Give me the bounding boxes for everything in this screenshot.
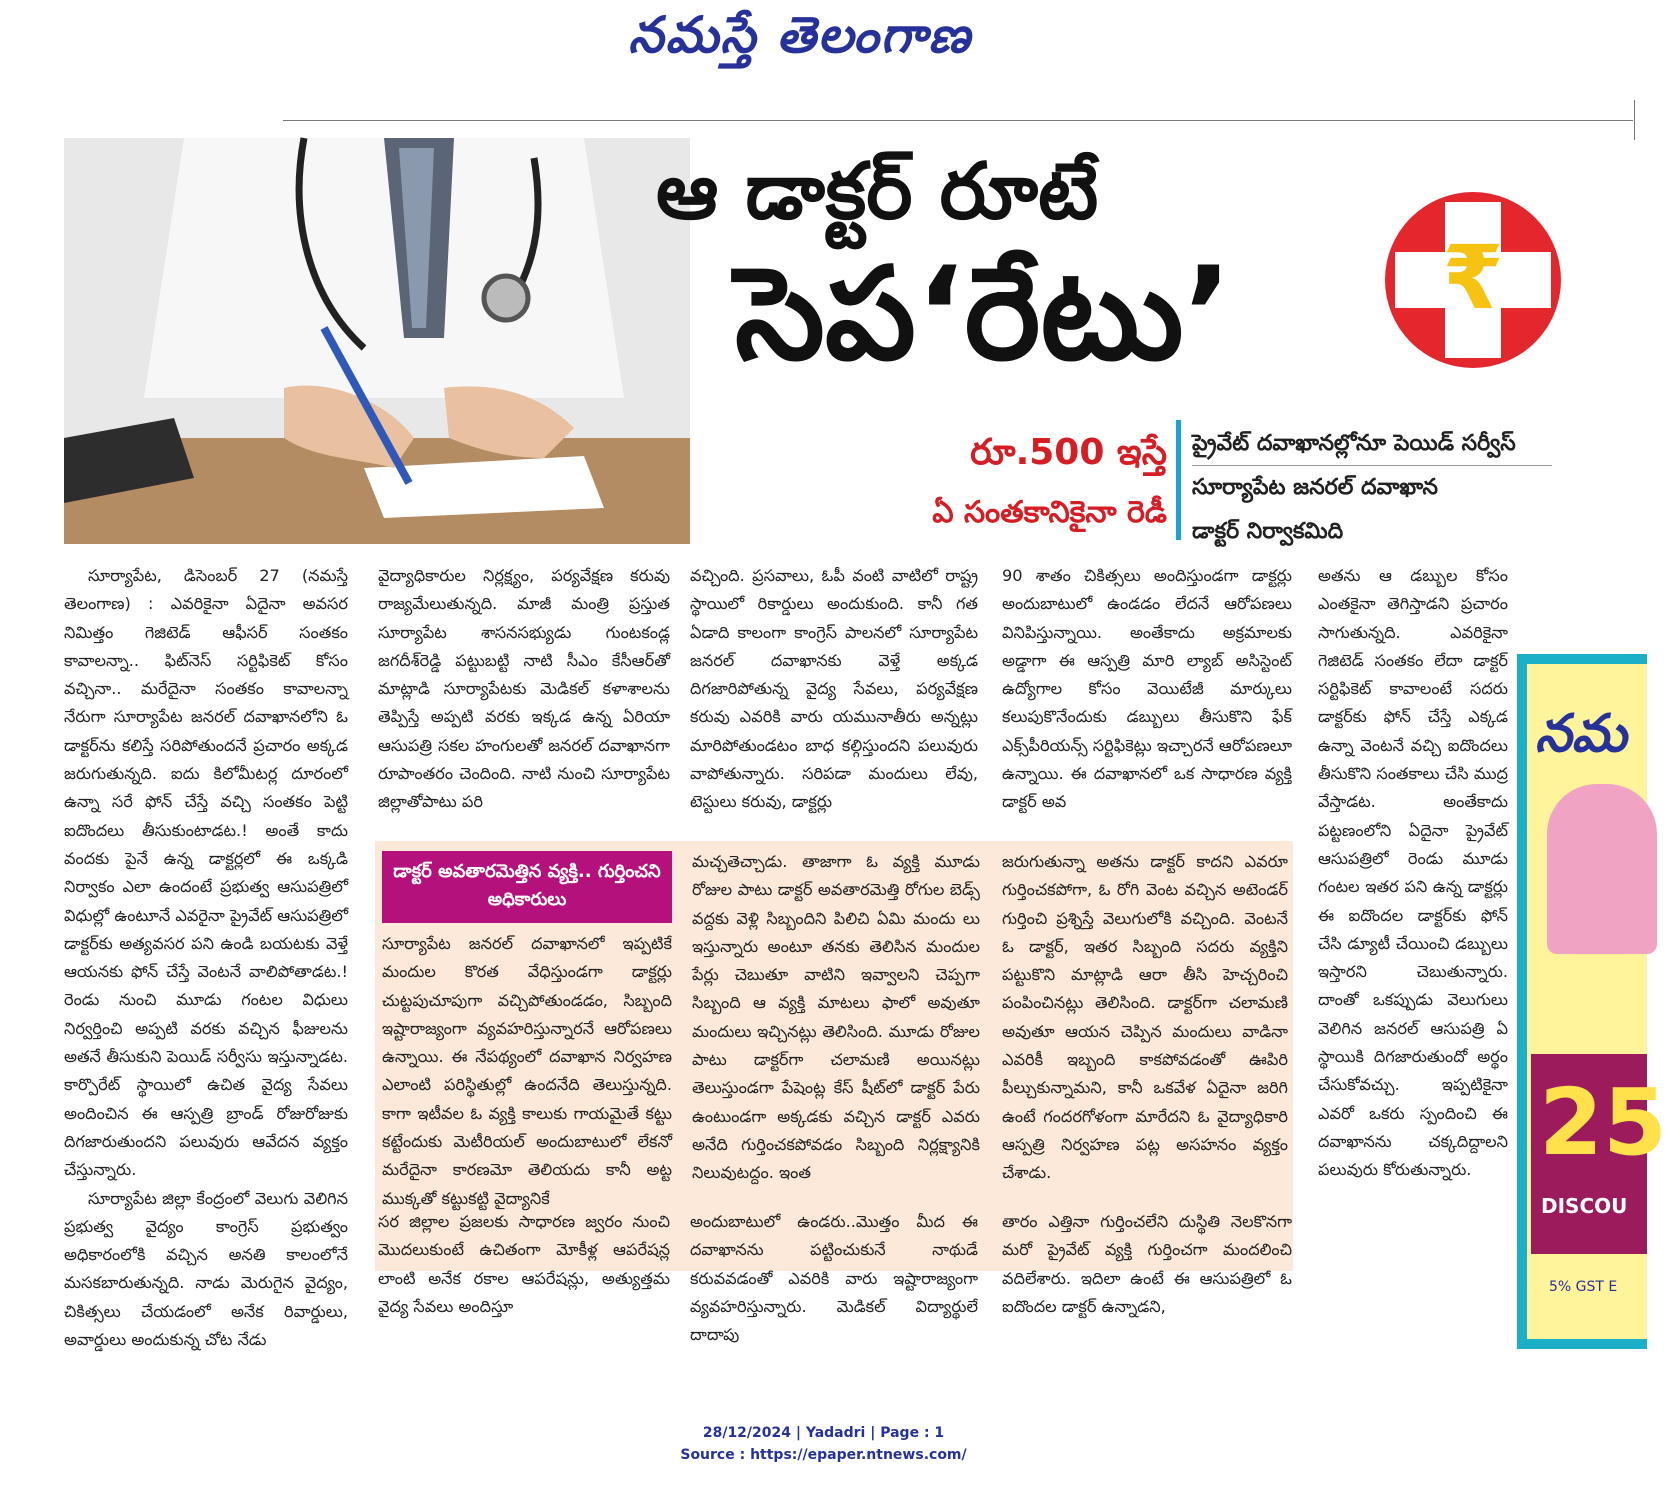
article-column-4-bottom: తారం ఎత్తినా గుర్తించలేని దుస్థితి నెలకొనగా మరో ప్రైవేట్ వ్యక్తి గుర్తించగా మందలించి వదిలేశారు. ఇదిలా ఉంటే ఈ ఆసుపత్రిలో ఓ ఐదొందల డాక్టర్ ఉన్నాడని, bbox=[1002, 1212, 1292, 1316]
article-column-2-bottom: సర జిల్లాల ప్రజలకు సాధారణ జ్వరం నుంచి మొదలుకుంటే ఉచితంగా మోకీళ్ల ఆపరేషన్ల లాంటి అనేక రకాల ఆపరేషన్లు, అత్యుత్తమ వైద్య సేవలు అందిస్తూ bbox=[378, 1212, 670, 1316]
rupee-cross-icon bbox=[1383, 190, 1563, 370]
header-rule-end bbox=[1634, 100, 1635, 140]
article-column-5: అతను ఆ డబ్బుల కోసం ఎంతకైనా తెగిస్తాడని ప్రచారం సాగుతున్నది. ఎవరికైనా గెజిటెడ్ సంతకం లేదా డాక్టర్ సర్టిఫికెట్ కావాలంటే సదరు డాక్టర్‌కు ఫోన్ చేస్తే ఎక్కడ ఉన్నా వెంటనే వచ్చి ఐదొందలు తీసుకొని సంతకాలు చేసి ముద్ర వేస్తాడట. అంతేకాదు పట్టణంలోని ఏదైనా ప్రైవేట్ ఆసుపత్రిలో రెండు మూడు గంటల ఇతర పని ఉన్న డాక్టర్లు ఈ ఐదొందల డాక్టర్‌కు ఫోన్ చేసి డ్యూటీ చేయించి డబ్బులు ఇస్తారని చెబుతున్నారు. దాంతో ఒకప్పుడు వెలుగులు వెలిగిన జనరల్ ఆసుపత్రి ఏ స్థాయికి దిగజారుతుందో అర్థం చేసుకోవచ్చు. ఇప్పటికైనా ఎవరో ఒకరు స్పందించి ఈ దవాఖానను చక్కదిద్దాలని పలువురు కోరుతున్నారు. bbox=[1318, 566, 1508, 1180]
article-column-1 bbox=[64, 562, 348, 1350]
subhead-point-3: డాక్టర్ నిర్వాకమిది bbox=[1192, 519, 1344, 544]
headline-line-2: సెప‘రేటు’ bbox=[735, 240, 1233, 389]
sidebar-title: డాక్టర్ అవతారమెత్తిన వ్యక్తి.. గుర్తించని అధికారులు bbox=[382, 851, 672, 923]
subhead-ready: ఏ సంతకానికైనా రెడీ bbox=[932, 495, 1167, 530]
ad-person-figure bbox=[1547, 784, 1657, 954]
subhead-point-2: సూర్యాపేట జనరల్ దవాఖాన bbox=[1192, 475, 1438, 500]
subhead-price: రూ.500 ఇస్తే bbox=[970, 432, 1167, 473]
ad-panel bbox=[1527, 664, 1667, 1339]
header-rule bbox=[283, 120, 1633, 121]
sidebar-column-1: సూర్యాపేట జనరల్ దవాఖానలో ఇప్పటికే మందుల కొరత వేధిస్తుండగా డాక్టర్లు చుట్టపుచూపుగా వచ్చిపోతుండడం, సిబ్బంది ఇష్టారాజ్యంగా వ్యవహరిస్తున్నారనే ఆరోపణలు ఉన్నాయి. ఈ నేపథ్యంలో దవాఖాన నిర్వహణ ఎలాంటి పరిస్థితుల్లో ఉందనేది తెలుస్తున్నది. కాగా ఇటీవల ఓ వ్యక్తి కాలుకు గాయమైతే కట్టు కట్టేందుకు మెటీరియల్ అందుబాటులో లేకనో మరేదైనా కారణమో తెలియదు కానీ అట్ట ముక్కతో కట్టుకట్టి వైద్యానికే bbox=[382, 934, 672, 1208]
article-paragraph: సూర్యాపేట జిల్లా కేంద్రంలో వెలుగు వెలిగిన ప్రభుత్వ వైద్యం కాంగ్రెస్ ప్రభుత్వం అధికారంలోకి వచ్చిన అనతి కాలంలోనే మసకబారుతున్నది. నాడు మెరుగైన వైద్యం, చికిత్సలు చేయడంలో అనేక రివార్డులు, అవార్డులు అందుకున్న చోట నేడు bbox=[64, 1188, 348, 1350]
subhead-point-1: ప్రైవేట్ దవాఖానల్లోనూ పెయిడ్ సర్వీస్ bbox=[1192, 422, 1552, 466]
article-column-3-top: వచ్చింది. ప్రసవాలు, ఓపీ వంటి వాటిలో రాష్ట్ర స్థాయిలో రికార్డులు అందుకుంది. కానీ గత ఏడాది కాలంగా కాంగ్రెస్ పాలనలో సూర్యాపేట జనరల్ దవాఖానకు వెళ్తే అక్కడ దిగజారిపోతున్న వైద్య సేవలు, పర్యవేక్షణ కరువు ఎవరికి వారు యమునాతీరు అన్నట్లు మారిపోతుండటం బాధ కల్గిస్తుందని పలువురు వాపోతున్నారు. సరిపడా మందులు లేవు, టెస్టులు కరువు, డాక్టర్లు bbox=[690, 566, 978, 812]
ad-brand: నమ bbox=[1535, 704, 1627, 764]
masthead-title: నమస్తే తెలంగాణ bbox=[628, 6, 972, 64]
article-column-3-bottom: అందుబాటులో ఉండరు..మొత్తం మీద ఈ దవాఖానను పట్టించుకునే నాథుడే కరువవడంతో ఎవరికి వారు ఇష్టారాజ్యంగా వ్యవహరిస్తున్నారు. మెడికల్ విద్యార్థులే దాదాపు bbox=[690, 1212, 978, 1345]
doctor-photo bbox=[64, 138, 690, 544]
article-column-4-top: 90 శాతం చికిత్సలు అందిస్తుండగా డాక్టర్లు అందుబాటులో ఉండడం లేదనే ఆరోపణలు వినిపిస్తున్నాయి. అంతేకాదు అక్రమాలకు అడ్డాగా ఈ ఆస్పత్రి మారి ల్యాబ్ అసిస్టెంట్ ఉద్యోగాల కోసం వెయిటేజీ మార్కులు కలుపుకొనేందుకు డబ్బులు తీసుకొని ఫేక్ ఎక్స్‌పీరియన్స్ సర్టిఫికెట్లు ఇచ్చారనే ఆరోపణలూ ఉన్నాయి. ఈ దవాఖానలో ఒక సాధారణ వ్యక్తి డాక్టర్ అవ bbox=[1002, 566, 1293, 812]
subhead-points bbox=[1192, 422, 1552, 554]
footer-date-edition: 28/12/2024 | Yadadri | Page : 1 bbox=[702, 1425, 945, 1441]
page-footer bbox=[0, 1422, 1647, 1466]
headline-line-1: ఆ డాక్టర్ రూటే bbox=[656, 147, 1099, 237]
article-column-2-top: వైద్యాధికారుల నిర్లక్ష్యం, పర్యవేక్షణ కరువు రాజ్యమేలుతున్నది. మాజీ మంత్రి ప్రస్తుత సూర్యాపేట శాసనసభ్యుడు గుంటకండ్ల జగదీశ్‌రెడ్డి పట్టుబట్టి నాటి సీఎం కేసీఆర్‌తో మాట్లాడి సూర్యాపేటకు మెడికల్ కళాశాలను తెప్పిస్తే అప్పటి వరకు ఇక్కడ ఉన్న ఏరియా ఆసుపత్రి సకల హంగులతో జనరల్ దవాఖానగా రూపాంతరం చెందింది. నాటి నుంచి సూర్యాపేట జిల్లాతోపాటు పరి bbox=[378, 566, 670, 812]
sidebar-column-3: జరుగుతున్నా అతను డాక్టర్ కాదని ఎవరూ గుర్తించకపోగా, ఓ రోగి వెంట వచ్చిన అటెండర్ గుర్తించి ప్రశ్నిస్తే వెలుగులోకి వచ్చింది. వెంటనే ఓ డాక్టర్, ఇతర సిబ్బంది సదరు వ్యక్తిని పట్టుకొని మాట్లాడి ఆరా తీసి హెచ్చరించి పంపించినట్లు తెలిసింది. డాక్టర్‌గా చలామణి అవుతూ ఆయన చెప్పిన మందులు వాడినా ఎవరికీ ఇబ్బంది కాకపోవడంతో ఊపిరి పీల్చుకున్నామని, కానీ ఒకవేళ ఏదైనా జరిగి ఉంటే గందరగోళంగా మారేదని ఓ వైద్యాధికారి ఆస్పత్రి నిర్వహణ పట్ల అసహనం వ్యక్తం చేశాడు. bbox=[1002, 852, 1288, 1183]
subhead-divider bbox=[1176, 420, 1181, 540]
sidebar-column-2: మచ్చతెచ్చాడు. తాజాగా ఓ వ్యక్తి మూడు రోజుల పాటు డాక్టర్ అవతారమెత్తి రోగుల బెడ్స్ వద్దకు వెళ్లి సిబ్బందిని పిలిచి ఏమి మందు లు ఇస్తున్నారు అంటూ తనకు తెలిసిన మందుల పేర్లు చెబుతూ వాటిని ఇవ్వాలని చెప్పగా సిబ్బంది ఆ వ్యక్తి మాటలు ఫాలో అవుతూ మందులు ఇచ్చినట్లు తెలిసింది. మూడు రోజుల పాటు డాక్టర్‌గా చలామణి అయినట్లు తెలుస్తుండగా పేషెంట్ల కేస్ షీట్‌లో డాక్టర్ పేరు ఉంటుండగా అక్కడకు వచ్చిన డాక్టర్ ఎవరు అనేది గుర్తించకపోవడం సిబ్బంది నిర్లక్ష్యానికి నిలువుటద్దం. ఇంత bbox=[692, 852, 980, 1183]
advertisement[interactable] bbox=[1517, 654, 1667, 1349]
footer-source-link[interactable]: Source : https://epaper.ntnews.com/ bbox=[680, 1447, 967, 1463]
rupee-symbol: ₹ bbox=[1442, 226, 1504, 329]
ad-gst-label: 5% GST E bbox=[1549, 1279, 1618, 1295]
article-paragraph: సూర్యాపేట, డిసెంబర్ 27 (నమస్తే తెలంగాణ) : ఎవరికైనా ఏదైనా అవసర నిమిత్తం గెజిటెడ్ ఆఫీసర్ సంతకం కావాలన్నా.. ఫిట్‌నెస్ సర్టిఫికెట్ కోసం వచ్చినా.. మరేదైనా సంతకం కావాలన్నా నేరుగా సూర్యాపేట జనరల్ దవాఖానలోని ఓ డాక్టర్‌ను కలిస్తే సరిపోతుందనే ప్రచారం అక్కడ జరుగుతున్నది. ఐదు కిలోమీటర్ల దూరంలో ఉన్నా సరే ఫోన్ చేస్తే వచ్చి సంతకం పెట్టి ఐదొందలు తీసుకుంటాడట.! అంతే కాదు వందకు పైనే ఉన్న డాక్టర్లలో ఈ ఒక్కడి నిర్వాకం ఎలా ఉందంటే ప్రభుత్వ ఆసుపత్రిలో విధుల్లో ఉంటూనే ఎవరైనా ప్రైవేట్ ఆసుపత్రిలో డాక్టర్‌కు అత్యవసర పని ఉండి బయటకు వెళ్తే ఆయనకు ఫోన్ చేస్తే వెంటనే వాలిపోతాడట.! రెండు నుంచి మూడు గంటల విధులు నిర్వర్తించి అప్పటి వరకు వచ్చిన ఫీజులను అతనే తీసుకుని పెయిడ్ సర్వీసు ఇస్తున్నాడట. కార్పొరేట్ స్థాయిలో ఉచిత వైద్య సేవలు అందించిన ఈ ఆస్పత్రి బ్రాండ్ రోజురోజుకు దిగజారుతుందని పలువురు ఆవేదన వ్యక్తం చేస్తున్నారు. bbox=[64, 566, 348, 1180]
ad-offer-number: 25 bbox=[1539, 1069, 1667, 1176]
ad-discount-label: DISCOU bbox=[1541, 1194, 1628, 1218]
